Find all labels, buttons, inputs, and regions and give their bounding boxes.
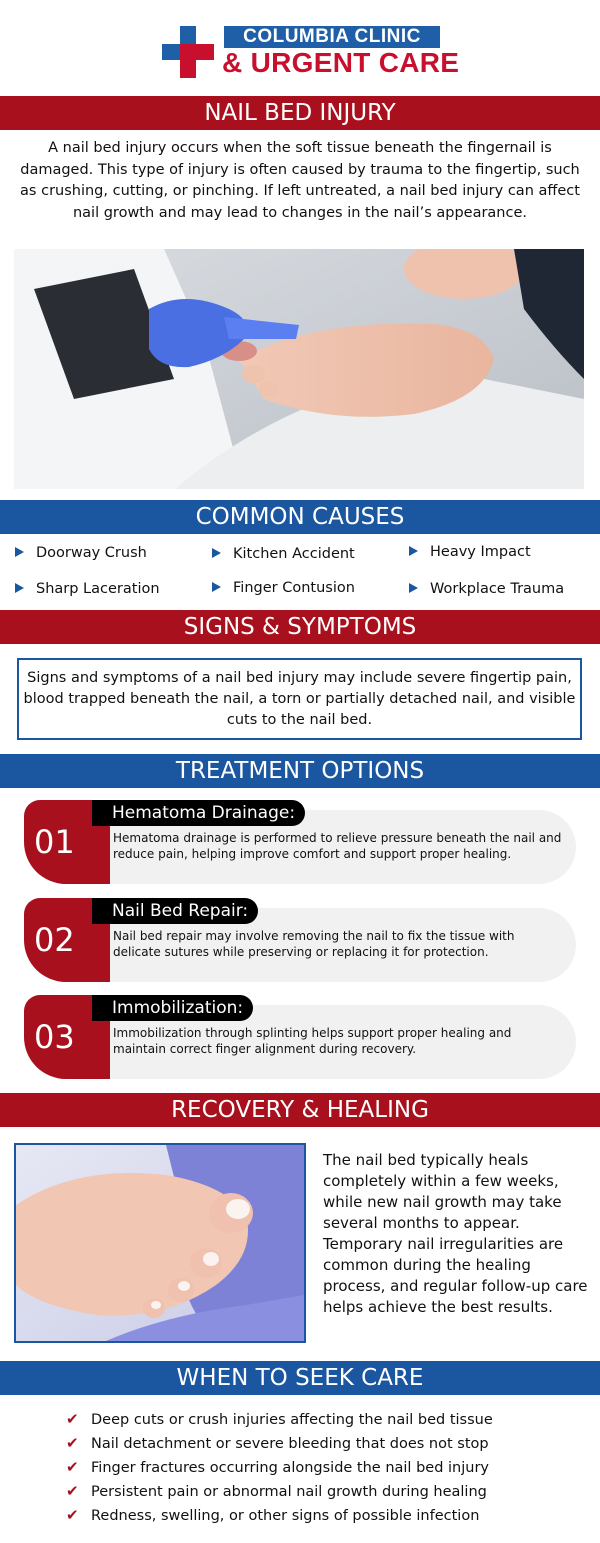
treatment-number: 01 (24, 800, 110, 884)
list-item: ✔ Persistent pain or abnormal nail growth during healing (66, 1479, 586, 1503)
signs-text: Signs and symptoms of a nail bed injury may include severe fingertip pain, blood trapped beneath the nail, a torn or partially detached nail, and visible cuts to the nail bed. (23, 670, 576, 728)
checkmark-icon: ✔ (66, 1506, 79, 1524)
triangle-bullet-icon (212, 548, 221, 558)
seek-care-list (66, 1407, 586, 1527)
list-item: ✔ Finger fractures occurring alongside the nail bed injury (66, 1455, 586, 1479)
treatment-description: Hematoma drainage is performed to relieve pressure beneath the nail and reduce pain, helping improve comfort and support proper healing. (113, 831, 562, 861)
cause-item: Kitchen Accident (212, 545, 355, 563)
cause-item: Doorway Crush (15, 544, 147, 562)
list-item: ✔ Redness, swelling, or other signs of possible infection (66, 1503, 586, 1527)
cause-item: Workplace Trauma (409, 580, 564, 598)
treatment-label: Hematoma Drainage: (92, 800, 305, 826)
healed-toes-photo (14, 1143, 306, 1343)
checkmark-icon: ✔ (66, 1482, 79, 1500)
treatment-number: 03 (24, 995, 110, 1079)
checkmark-icon: ✔ (66, 1458, 79, 1476)
list-item: ✔ Deep cuts or crush injuries affecting the nail bed tissue (66, 1407, 586, 1431)
triangle-bullet-icon (15, 547, 24, 557)
cause-item: Heavy Impact (409, 543, 531, 561)
intro-paragraph: A nail bed injury occurs when the soft tissue beneath the fingernail is damaged. This type of injury is often caused by trauma to the fingertip, such as crushing, cutting, or pinching. If left untreated, a nail bed injury can affect nail growth and may lead to changes in the nail’s appearance. (20, 140, 580, 221)
treatment-card (24, 898, 576, 982)
treatment-card (24, 800, 576, 884)
signs-heading: SIGNS & SYMPTOMS (0, 610, 600, 644)
treatment-label: Nail Bed Repair: (92, 898, 258, 924)
cause-item: Sharp Laceration (15, 580, 160, 598)
causes-heading: COMMON CAUSES (0, 500, 600, 534)
treatment-card (24, 995, 576, 1079)
seek-care-heading: WHEN TO SEEK CARE (0, 1361, 600, 1395)
page-title: NAIL BED INJURY (0, 96, 600, 130)
treatment-number: 02 (24, 898, 110, 982)
logo-name: COLUMBIA CLINIC (224, 26, 440, 48)
recovery-heading: RECOVERY & HEALING (0, 1093, 600, 1127)
cause-item: Finger Contusion (212, 579, 355, 597)
list-item: ✔ Nail detachment or severe bleeding that does not stop (66, 1431, 586, 1455)
triangle-bullet-icon (409, 583, 418, 593)
checkmark-icon: ✔ (66, 1410, 79, 1428)
checkmark-icon: ✔ (66, 1434, 79, 1452)
treatment-description: Immobilization through splinting helps support proper healing and maintain correct finger alignment during recovery. (113, 1026, 512, 1056)
logo-tagline: & URGENT CARE (222, 47, 460, 78)
treatment-description: Nail bed repair may involve removing the nail to fix the tissue with delicate sutures while preserving or replacing it for protection. (113, 929, 515, 959)
treatment-label: Immobilization: (92, 995, 253, 1021)
doctor-examining-foot-photo (14, 249, 584, 489)
treatment-heading: TREATMENT OPTIONS (0, 754, 600, 788)
triangle-bullet-icon (15, 583, 24, 593)
signs-box (17, 658, 582, 740)
medical-cross-icon (162, 26, 214, 78)
recovery-paragraph: The nail bed typically heals completely within a few weeks, while new nail growth may take several months to appear. Temporary nail irregularities are common during the healing process, and regular follow-up care helps achieve the best results. (323, 1151, 588, 1316)
triangle-bullet-icon (212, 582, 221, 592)
clinic-logo (162, 24, 460, 80)
triangle-bullet-icon (409, 546, 418, 556)
